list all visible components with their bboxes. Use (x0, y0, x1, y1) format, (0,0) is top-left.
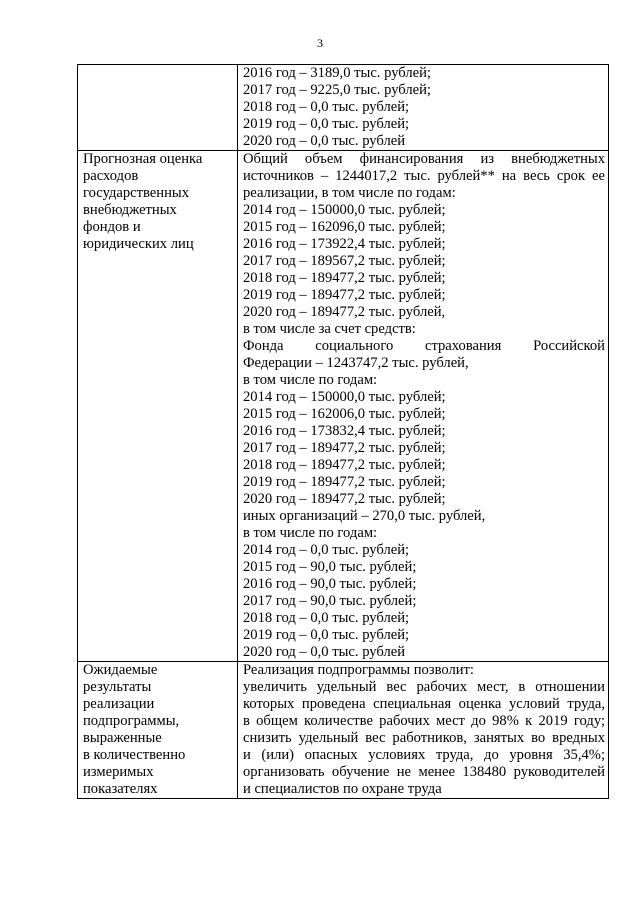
row-label (78, 662, 238, 799)
text-line: которых проведена специальная оценка условий труда, (243, 696, 605, 712)
text-line: увеличить удельный вес рабочих мест, в отношении (243, 679, 605, 695)
label-line: государственных (83, 185, 190, 201)
label-line: выраженные (83, 730, 162, 746)
text-line: 2016 год – 173922,4 тыс. рублей; (243, 236, 446, 252)
text-line: 2015 год – 162096,0 тыс. рублей; (243, 219, 446, 235)
label-line: расходов (83, 168, 139, 184)
text-line: 2017 год – 189477,2 тыс. рублей; (243, 440, 446, 456)
text-line: 2016 год – 3189,0 тыс. рублей; (243, 65, 431, 81)
text-line: 2020 год – 189477,2 тыс. рублей; (243, 491, 446, 507)
row-label-empty (78, 65, 238, 151)
text-line: и (или) опасных условиях труда, до уровня 35,4%; (243, 747, 605, 763)
label-line: показателях (83, 781, 158, 797)
text-line: в общем количестве рабочих мест до 98% к 2019 году; (243, 713, 605, 729)
text-line: 2016 год – 90,0 тыс. рублей; (243, 576, 417, 592)
text-line: Общий объем финансирования из внебюджетных (243, 151, 605, 167)
text-line: 2018 год – 189477,2 тыс. рублей; (243, 457, 446, 473)
label-line: подпрограммы, (83, 713, 180, 729)
row-content (238, 151, 609, 662)
text-line: 2014 год – 150000,0 тыс. рублей; (243, 389, 446, 405)
text-line: 2019 год – 0,0 тыс. рублей; (243, 627, 410, 643)
text-line: 2017 год – 9225,0 тыс. рублей; (243, 82, 431, 98)
label-line: измеримых (83, 764, 154, 780)
row-label (78, 151, 238, 662)
text-line: источников – 1244017,2 тыс. рублей** на весь срок ее (243, 168, 605, 184)
text-line: 2014 год – 0,0 тыс. рублей; (243, 542, 410, 558)
row-content (238, 662, 609, 799)
text-line: 2020 год – 189477,2 тыс. рублей, (243, 304, 446, 320)
text-line: 2019 год – 0,0 тыс. рублей; (243, 116, 410, 132)
text-line: 2020 год – 0,0 тыс. рублей (243, 644, 406, 660)
text-line: 2019 год – 189477,2 тыс. рублей; (243, 474, 446, 490)
text-line: реализации, в том числе по годам: (243, 185, 456, 201)
text-line: 2017 год – 90,0 тыс. рублей; (243, 593, 417, 609)
text-line: и специалистов по охране труда (243, 781, 442, 797)
text-line: 2016 год – 173832,4 тыс. рублей; (243, 423, 446, 439)
table-row-budget-continuation (78, 65, 609, 151)
label-line: фондов и (83, 219, 141, 235)
label-line: Прогнозная оценка (83, 151, 203, 167)
text-line: 2020 год – 0,0 тыс. рублей (243, 133, 406, 149)
text-line: 2015 год – 162006,0 тыс. рублей; (243, 406, 446, 422)
label-line: в количественно (83, 747, 186, 763)
passport-table (77, 64, 609, 799)
text-line: Федерации – 1243747,2 тыс. рублей, (243, 355, 469, 371)
row-content (238, 65, 609, 151)
text-line: 2017 год – 189567,2 тыс. рублей; (243, 253, 446, 269)
text-line: 2018 год – 0,0 тыс. рублей; (243, 610, 410, 626)
text-line: в том числе по годам: (243, 372, 378, 388)
label-line: результаты (83, 679, 152, 695)
text-line: 2018 год – 189477,2 тыс. рублей; (243, 270, 446, 286)
label-line: Ожидаемые (83, 662, 158, 678)
text-line: снизить удельный вес работников, занятых во вредных (243, 730, 605, 746)
table-row-expected-results (78, 662, 609, 799)
text-line: Фонда социального страхования Российской (243, 338, 605, 354)
text-line: 2014 год – 150000,0 тыс. рублей; (243, 202, 446, 218)
label-line: внебюджетных (83, 202, 177, 218)
text-line: 2019 год – 189477,2 тыс. рублей; (243, 287, 446, 303)
text-line: в том числе за счет средств: (243, 321, 416, 337)
label-line: юридических лиц (83, 236, 194, 252)
text-line: 2018 год – 0,0 тыс. рублей; (243, 99, 410, 115)
label-line: реализации (83, 696, 155, 712)
page-number: 3 (317, 36, 323, 50)
text-line: организовать обучение не менее 138480 руководителей (243, 764, 605, 780)
text-line: иных организаций – 270,0 тыс. рублей, (243, 508, 486, 524)
text-line: в том числе по годам: (243, 525, 378, 541)
text-line: Реализация подпрограммы позволит: (243, 662, 474, 678)
table-row-extra-budget-forecast (78, 151, 609, 662)
text-line: 2015 год – 90,0 тыс. рублей; (243, 559, 417, 575)
